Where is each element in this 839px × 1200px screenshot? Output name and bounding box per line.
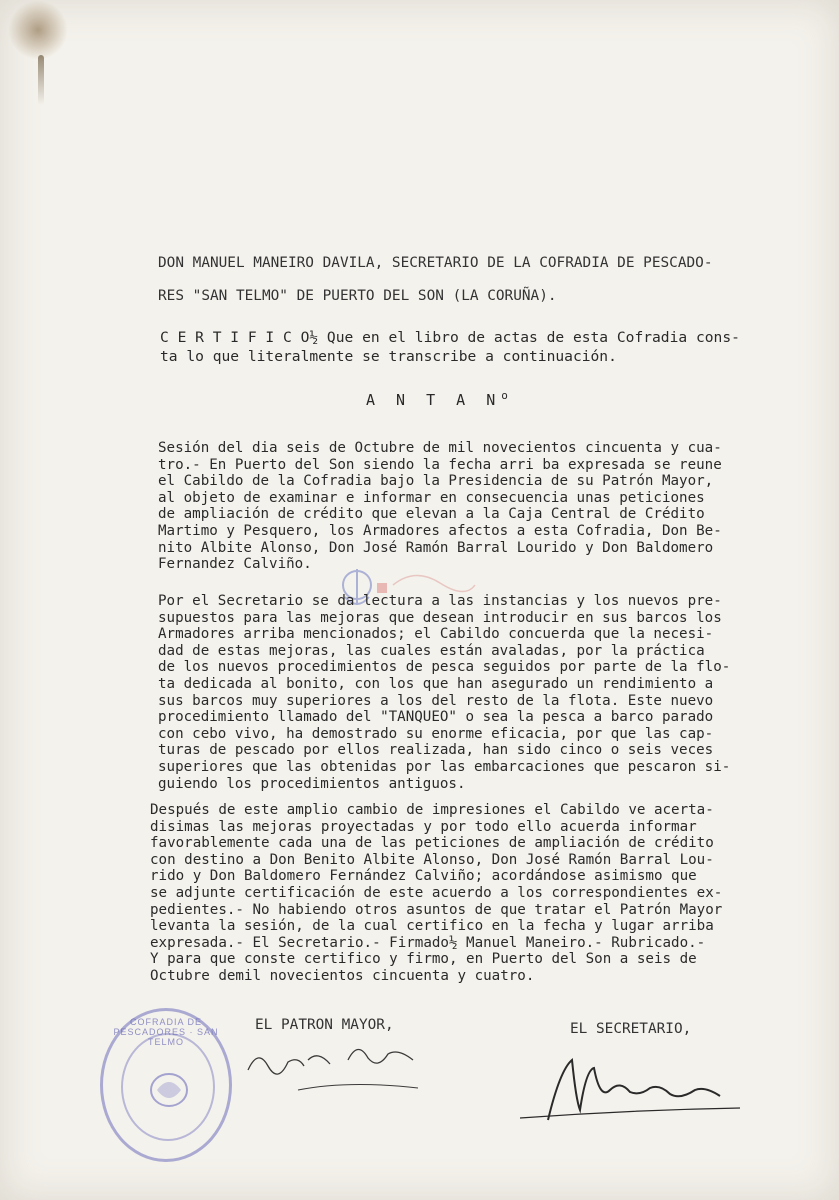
- paper-stain-drip: [38, 55, 44, 105]
- secretario-label: EL SECRETARIO,: [570, 1021, 692, 1037]
- secretario-signature: [520, 1040, 760, 1130]
- certifico-line-1: C E R T I F I C O½ Que en el libro de actas de esta Cofradia cons-: [160, 329, 740, 346]
- reading-paragraph: Por el Secretario se da lectura a las instancias y los nuevos pre- supuestos para las mejoras que desean introducir en sus barcos los Armadores arriba mencionados; el Cabildo concuerda que la necesi- dad de estas mejoras, las cuales están avaladas, por la práctica de los nuevos procedimientos de pesca seguidos por parte de la flo- ta dedicada al bonito, con los que han asegurado un rendimiento a sus barcos muy superiores a los del resto de la flota. Este nuevo procedimiento llamado del "TANQUEO" o sea la pesca a barco parado con cebo vivo, ha demostrado su enorme eficacia, por que las cap- turas de pescado por ellos realizada, han sido cinco o seis veces superiores que las obtenidas por las embarcaciones que pescaron si- guiendo los procedimientos antiguos.: [158, 593, 731, 792]
- certifico-statement: [160, 328, 740, 367]
- seal-text: COFRADIA DE PESCADORES · SAN TELMO: [113, 1017, 219, 1047]
- header-line-1: DON MANUEL MANEIRO DAVILA, SECRETARIO DE LA COFRADIA DE PESCADO-: [158, 255, 713, 271]
- header-line-2: RES "SAN TELMO" DE PUERTO DEL SON (LA CORUÑA).: [158, 288, 557, 305]
- resolution-paragraph: Después de este amplio cambio de impresiones el Cabildo ve acerta- disimas las mejoras proyectadas y por todo ello acuerda informar favorablemente cada una de las peticiones de ampliación de crédito con destino a Don Benito Albite Alonso, Don José Ramón Barral Lou- rido y Don Baldomero Fernández Calviño; acordándose asimismo que se adjunte certificación de este acuerdo a los correspondientes ex- pedientes.- No habiendo otros asuntos de que tratar el Patrón Mayor levanta la sesión, de la cual certifico en la fecha y lugar arriba expresada.- El Secretario.- Firmado½ Manuel Maneiro.- Rubricado.- Y para que conste certifico y firmo, en Puerto del Son a seis de Octubre demil novecientos cincuenta y cuatro.: [150, 802, 723, 985]
- session-paragraph: Sesión del dia seis de Octubre de mil novecientos cincuenta y cua- tro.- En Puerto del Son siendo la fecha arri ba expresada se reune el Cabildo de la Cofradia bajo la Presidencia de su Patrón Mayor, al objeto de examinar e informar en consecuencia unas peticiones de ampliación de crédito que elevan a la Caja Central de Crédito Martimo y Pesquero, los Armadores afectos a esta Cofradia, Don Be- nito Albite Alonso, Don José Ramón Barral Lourido y Don Baldomero Fernandez Calviño.: [158, 440, 722, 573]
- acta-number-superscript: o: [501, 389, 508, 402]
- seal-emblem-icon: [143, 1066, 195, 1114]
- acta-title: A N T A N: [366, 391, 502, 409]
- patron-mayor-label: EL PATRON MAYOR,: [255, 1017, 394, 1033]
- paper-stain: [8, 0, 68, 60]
- acta-heading: [366, 390, 508, 410]
- document-header: [158, 247, 713, 313]
- cofradia-seal-stamp: [100, 1008, 232, 1162]
- certifico-line-2: ta lo que literalmente se transcribe a continuación.: [160, 348, 617, 366]
- patron-mayor-signature: [238, 1030, 428, 1110]
